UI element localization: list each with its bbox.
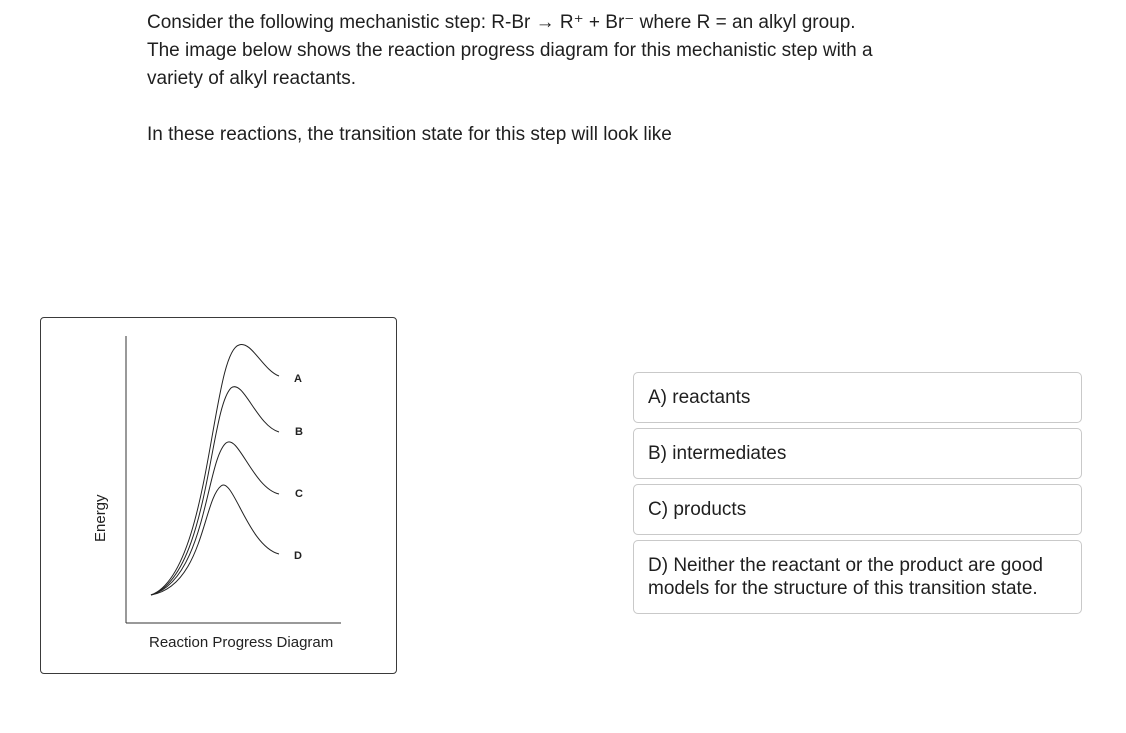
curve-label-b: B bbox=[295, 426, 303, 438]
question-prompt: In these reactions, the transition state for this step will look like bbox=[147, 124, 672, 145]
answer-option-b[interactable]: B) intermediates bbox=[633, 428, 1082, 479]
answer-choices bbox=[633, 372, 1082, 619]
y-axis-label: Energy bbox=[92, 494, 109, 542]
answer-option-d[interactable]: D) Neither the reactant or the product are good models for the structure of this transition state. bbox=[633, 540, 1082, 614]
curve-label-c: C bbox=[295, 488, 303, 500]
reaction-progress-diagram bbox=[40, 317, 397, 674]
question-text bbox=[147, 9, 877, 149]
diagram-svg bbox=[41, 318, 398, 675]
answer-option-c[interactable]: C) products bbox=[633, 484, 1082, 535]
energy-curve-c bbox=[151, 442, 279, 595]
question-stem: Consider the following mechanistic step: R-Br → R⁺ + Br⁻ where R = an alkyl group. The image below shows the reaction progress diagram for this mechanistic step with a variety of alkyl reactants. bbox=[147, 12, 873, 89]
curve-label-d: D bbox=[294, 550, 302, 562]
energy-curve-a bbox=[151, 344, 279, 595]
x-axis-label: Reaction Progress Diagram bbox=[149, 634, 334, 651]
answer-option-a[interactable]: A) reactants bbox=[633, 372, 1082, 423]
curve-label-a: A bbox=[294, 373, 302, 385]
